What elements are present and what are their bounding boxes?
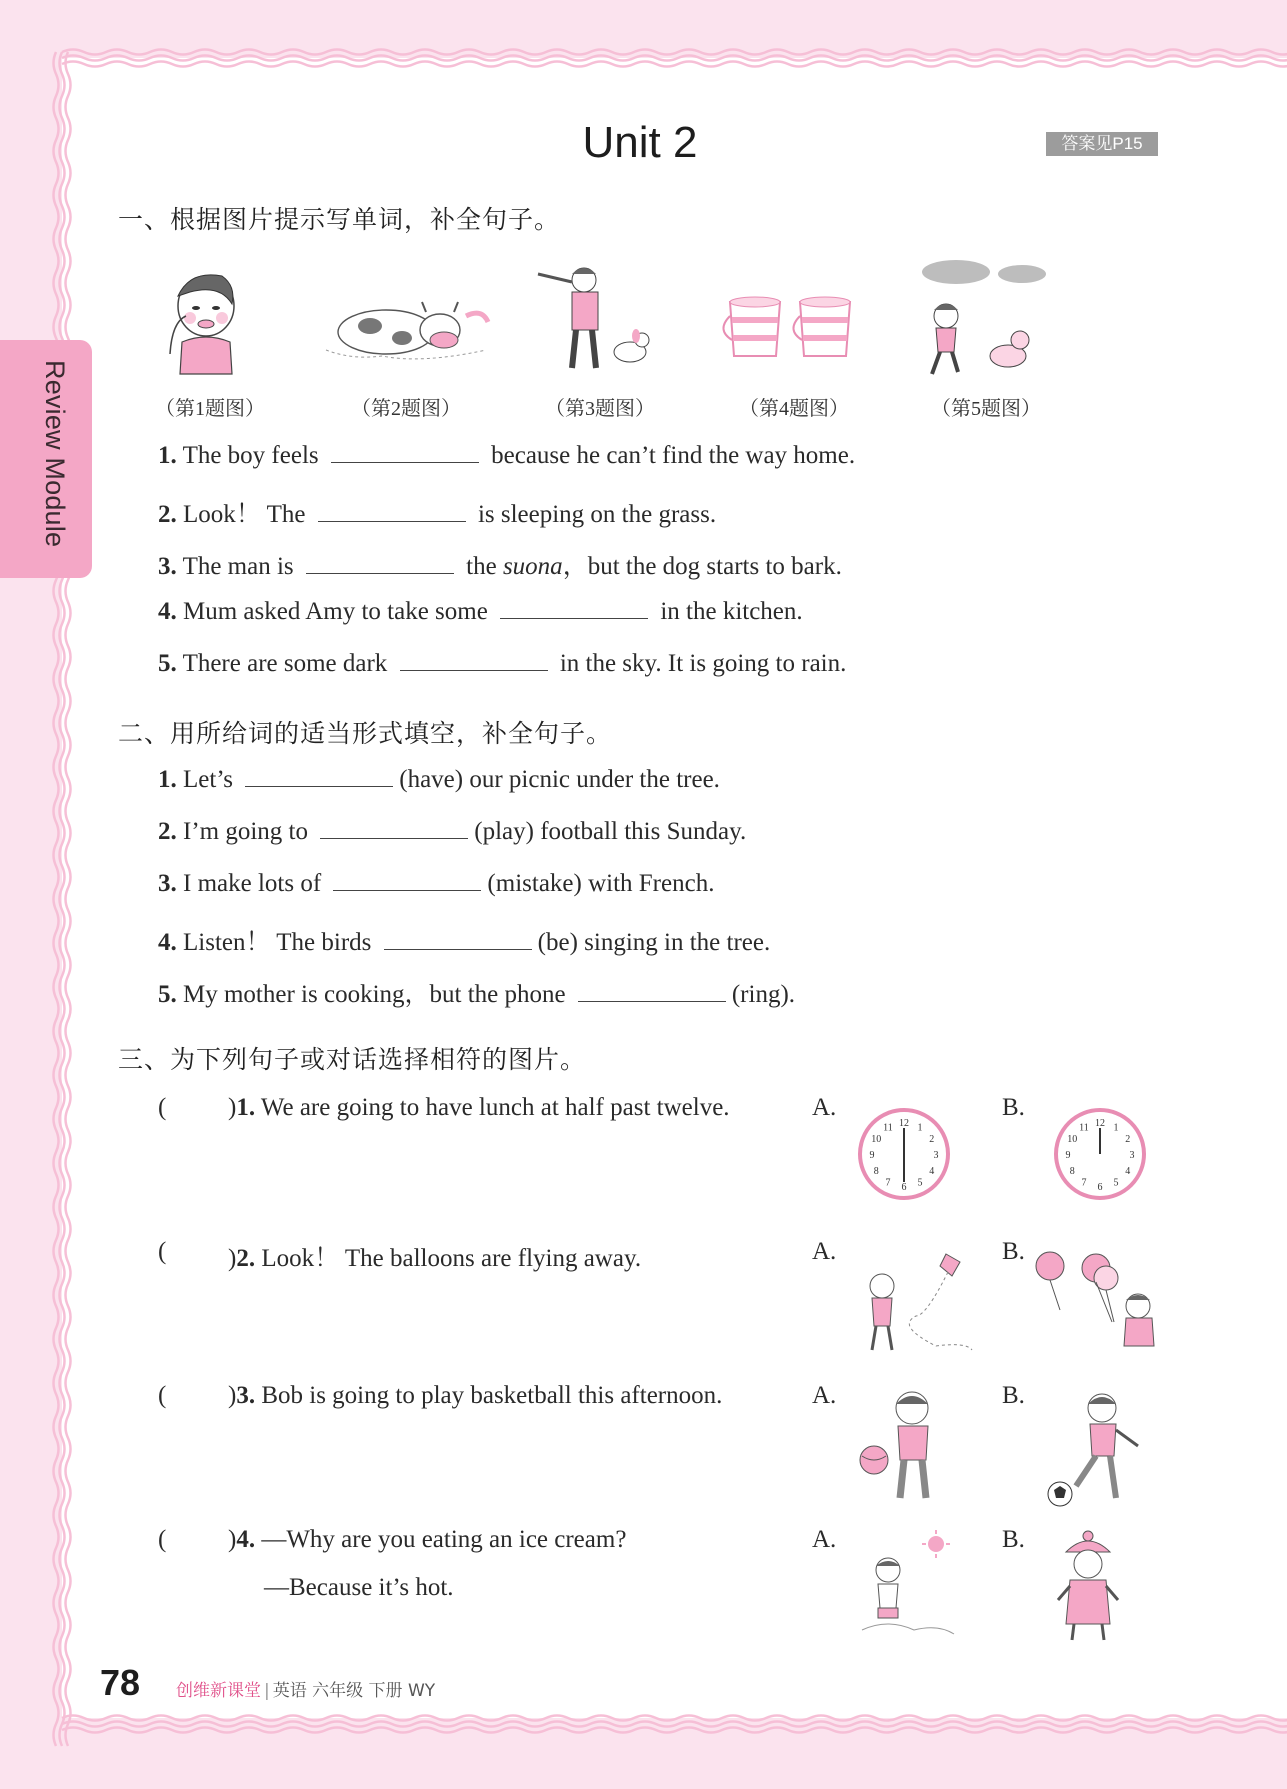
s1-question-4: 4. Mum asked Amy to take some in the kitchen. <box>158 598 803 625</box>
caption-2: （第2题图） <box>351 398 461 420</box>
clock-number: 6 <box>901 1182 907 1193</box>
answer-paren-open[interactable]: ( <box>158 1094 167 1121</box>
s3-question-3: )3. Bob is going to play basketball this afternoon. <box>228 1382 723 1409</box>
option-a-label[interactable]: A. <box>812 1526 837 1553</box>
section-1-heading: 一、根据图片提示写单词，补全句子。 <box>118 205 561 234</box>
page-number: 78 <box>100 1662 141 1703</box>
section-2-heading: 二、用所给词的适当形式填空，补全句子。 <box>118 719 613 748</box>
s1-question-2: 2. Look！ The is sleeping on the grass. <box>158 501 717 528</box>
option-b-label[interactable]: B. <box>1002 1526 1025 1553</box>
option-a-label[interactable]: A. <box>812 1094 837 1121</box>
clock-number: 5 <box>917 1177 923 1189</box>
answer-blank[interactable] <box>331 442 479 463</box>
clock-twelve <box>1052 1106 1148 1202</box>
s3-question-1: )1. We are going to have lunch at half past twelve. <box>228 1094 730 1121</box>
answer-paren-open[interactable]: ( <box>158 1382 167 1409</box>
clock-number: 9 <box>1065 1150 1071 1161</box>
footer-brand: 创维新课堂 <box>176 1681 261 1701</box>
answer-paren-open[interactable]: ( <box>158 1526 167 1553</box>
clock-number: 10 <box>1067 1134 1078 1145</box>
answer-blank[interactable] <box>320 818 468 839</box>
man-suona-dog-picture <box>534 260 654 375</box>
sleeping-cow-picture <box>322 298 492 368</box>
s3-question-2: )2. Look！ The balloons are flying away. <box>228 1245 642 1272</box>
footer-info: 创维新课堂 | 英语 六年级 下册 WY <box>176 1681 436 1701</box>
clock-number: 8 <box>1069 1166 1075 1177</box>
s1-question-5: 5. There are some dark in the sky. It is going to rain. <box>158 650 847 677</box>
option-a-label[interactable]: A. <box>812 1238 837 1265</box>
answer-blank[interactable] <box>318 501 466 522</box>
caption-5: （第5题图） <box>931 398 1041 420</box>
clock-number: 12 <box>1095 1118 1105 1129</box>
kite-picture <box>856 1246 976 1354</box>
clock-number: 11 <box>883 1122 893 1134</box>
clock-number: 2 <box>1125 1134 1131 1145</box>
s1-question-3: 3. The man is the suona，but the dog starts to bark. <box>158 553 842 580</box>
hot-weather-child-picture <box>858 1530 958 1642</box>
clock-number: 3 <box>1129 1150 1135 1161</box>
option-b-label[interactable]: B. <box>1002 1382 1025 1409</box>
option-b-label[interactable]: B. <box>1002 1094 1025 1121</box>
caption-4: （第4题图） <box>739 398 849 420</box>
option-a-label[interactable]: A. <box>812 1382 837 1409</box>
clock-number: 6 <box>1097 1182 1103 1193</box>
s2-question-1: 1. Let’s (have) our picnic under the tree. <box>158 766 720 793</box>
page-title: Unit 2 <box>582 118 698 167</box>
caption-3: （第3题图） <box>545 398 655 420</box>
clock-number: 2 <box>929 1134 935 1145</box>
clock-number: 4 <box>929 1166 935 1177</box>
clock-number: 1 <box>917 1122 923 1134</box>
clock-number: 11 <box>1079 1122 1089 1134</box>
clock-number: 8 <box>873 1166 879 1177</box>
caption-1: （第1题图） <box>155 398 265 420</box>
boy-basketball-picture <box>858 1386 958 1506</box>
boy-football-picture <box>1046 1386 1146 1510</box>
answer-blank[interactable] <box>306 553 454 574</box>
clock-half-past-twelve <box>856 1106 952 1202</box>
clock-number: 7 <box>1081 1177 1087 1189</box>
s2-question-5: 5. My mother is cooking，but the phone (ring). <box>158 981 796 1008</box>
s2-question-4: 4. Listen！ The birds (be) singing in the tree. <box>158 929 771 956</box>
answer-blank[interactable] <box>384 929 532 950</box>
clock-number: 12 <box>899 1118 909 1129</box>
clock-number: 4 <box>1125 1166 1131 1177</box>
balloons-picture <box>1030 1246 1158 1354</box>
section-3-heading: 三、为下列句子或对话选择相符的图片。 <box>118 1045 587 1074</box>
answer-blank[interactable] <box>245 766 393 787</box>
answer-paren-open[interactable]: ( <box>158 1238 167 1265</box>
s2-question-2: 2. I’m going to (play) football this Sunday. <box>158 818 747 845</box>
s2-question-3: 3. I make lots of (mistake) with French. <box>158 870 715 897</box>
clouds-child-dog-picture <box>918 256 1048 381</box>
clock-number: 1 <box>1113 1122 1119 1134</box>
side-tab-label: Review Module <box>40 360 70 548</box>
option-b-label[interactable]: B. <box>1002 1238 1025 1265</box>
clock-number: 3 <box>933 1150 939 1161</box>
crying-boy-picture <box>160 262 250 377</box>
clock-number: 5 <box>1113 1177 1119 1189</box>
s1-question-1: 1. The boy feels because he can’t find the way home. <box>158 442 856 469</box>
answer-blank[interactable] <box>333 870 481 891</box>
answer-blank[interactable] <box>500 598 648 619</box>
cold-weather-child-picture <box>1048 1530 1128 1642</box>
answer-blank[interactable] <box>400 650 548 671</box>
clock-number: 7 <box>885 1177 891 1189</box>
answer-reference-badge: 答案见P15 <box>1046 132 1158 156</box>
answer-blank[interactable] <box>578 981 726 1002</box>
clock-number: 10 <box>871 1134 882 1145</box>
s3-question-4: )4. —Why are you eating an ice cream? <box>228 1526 627 1553</box>
s3-question-4-reply: —Because it’s hot. <box>264 1574 454 1601</box>
cups-picture <box>720 296 860 366</box>
clock-number: 9 <box>869 1150 875 1161</box>
